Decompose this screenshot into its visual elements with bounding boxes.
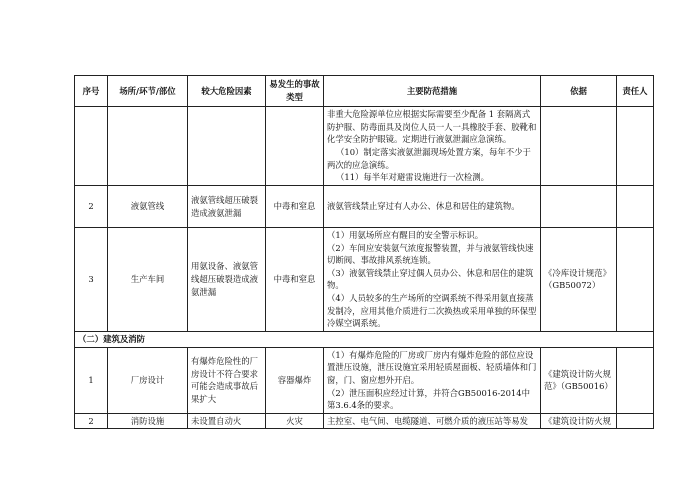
cell-no: [75, 107, 108, 186]
cell-measures: [324, 347, 541, 413]
header-place: 场所/环节/部位: [108, 76, 188, 107]
cell-measures: [324, 107, 541, 186]
measure-line: （2）车间应安装氨气浓度报警装置，并与液氨管线快速切断阀、事故排风系统连锁。: [327, 242, 534, 266]
cell-hazard: 液氨管线超压破裂造成液氨泄漏: [188, 186, 266, 228]
header-hazard: 较大危险因素: [188, 76, 266, 107]
cell-place: [108, 107, 188, 186]
cell-accident: 容器爆炸: [266, 347, 324, 413]
cell-place: 生产车间: [108, 228, 188, 332]
cell-basis: [541, 186, 617, 228]
measure-line: （1）有爆炸危险的厂房或厂房内有爆炸危险的部位应设置泄压设施，泄压设施宜采用轻质屋面板、轻质墙体和门窗，门、窗应想外开启。: [327, 349, 537, 385]
cell-hazard: [188, 107, 266, 186]
measure-line: （1）用氨场所应有醒目的安全警示标识。: [327, 230, 484, 240]
cell-measures: [324, 186, 541, 228]
table-row: [75, 107, 654, 186]
cell-place: 消防设施: [108, 413, 188, 429]
measure-line: （4）人员较多的生产场所的空调系统不得采用氨直接蒸发制冷，应用其他介质进行二次换热或采用单独的环保型冷媒空调系统。: [327, 292, 537, 329]
table-row: [75, 347, 654, 413]
measure-line: 液氨管线禁止穿过有人办公、休息和居住的建筑物。: [327, 201, 520, 212]
header-no: 序号: [75, 76, 108, 107]
cell-owner: [617, 228, 654, 332]
cell-owner: [617, 347, 654, 413]
measure-line: 主控室、电气间、电缆隧道、可燃介质的液压站等易发: [327, 415, 528, 426]
cell-basis: 《建筑设计防火规: [541, 413, 617, 429]
measure-line: （11）每半年对避雷设施进行一次检测。: [336, 172, 490, 183]
cell-owner: [617, 107, 654, 186]
cell-no: 2: [75, 413, 108, 429]
cell-no: 3: [75, 228, 108, 332]
section-title: （二）建筑及消防: [75, 331, 654, 347]
cell-place: 液氨管线: [108, 186, 188, 228]
header-measures: 主要防范措施: [324, 76, 541, 107]
cell-basis: 《建筑设计防火规范》（GB50016）: [541, 347, 617, 413]
cell-measures: [324, 413, 541, 429]
cell-accident: 火灾: [266, 413, 324, 429]
header-basis: 依据: [541, 76, 617, 107]
measure-line: （10）制定落实液氨泄漏现场处置方案，每年不少于两次的应急演练。: [327, 147, 531, 170]
cell-measures: [324, 228, 541, 332]
cell-accident: 中毒和窒息: [266, 228, 324, 332]
measure-line: （3）液氨管线禁止穿过偶人员办公、休息和居住的建筑物。: [327, 267, 534, 291]
cell-owner: [617, 413, 654, 429]
header-accident: 易发生的事故类型: [266, 76, 324, 107]
cell-accident: 中毒和窒息: [266, 186, 324, 228]
cell-no: 2: [75, 186, 108, 228]
table-header-row: [75, 76, 654, 107]
cell-owner: [617, 186, 654, 228]
cell-no: 1: [75, 347, 108, 413]
table-row: [75, 186, 654, 228]
section-row: [75, 331, 654, 347]
measure-line: （2）泄压面积应经过计算，并符合GB50016-2014中第3.6.4条的要求。: [327, 387, 530, 411]
table-row: [75, 413, 654, 429]
cell-basis: [541, 107, 617, 186]
cell-hazard: 用氨设备、液氨管线超压破裂造成液氨泄漏: [188, 228, 266, 332]
cell-hazard: 未设置自动火: [188, 413, 266, 429]
measure-line: 非重大危险源单位应根据实际需要至少配备 1 套隔离式防护服、防毒面具及岗位人员一人一具橡胶手套、胶靴和化学安全防护眼镜。定期进行液氨泄漏应急演练。: [327, 109, 537, 145]
table-row: [75, 228, 654, 332]
cell-place: 厂房设计: [108, 347, 188, 413]
cell-accident: [266, 107, 324, 186]
header-owner: 责任人: [617, 76, 654, 107]
hazard-table: [74, 75, 654, 429]
cell-basis: 《冷库设计规范》（GB50072）: [541, 228, 617, 332]
cell-hazard: 有爆炸危险性的厂房设计不符合要求可能会造成事故后果扩大: [188, 347, 266, 413]
